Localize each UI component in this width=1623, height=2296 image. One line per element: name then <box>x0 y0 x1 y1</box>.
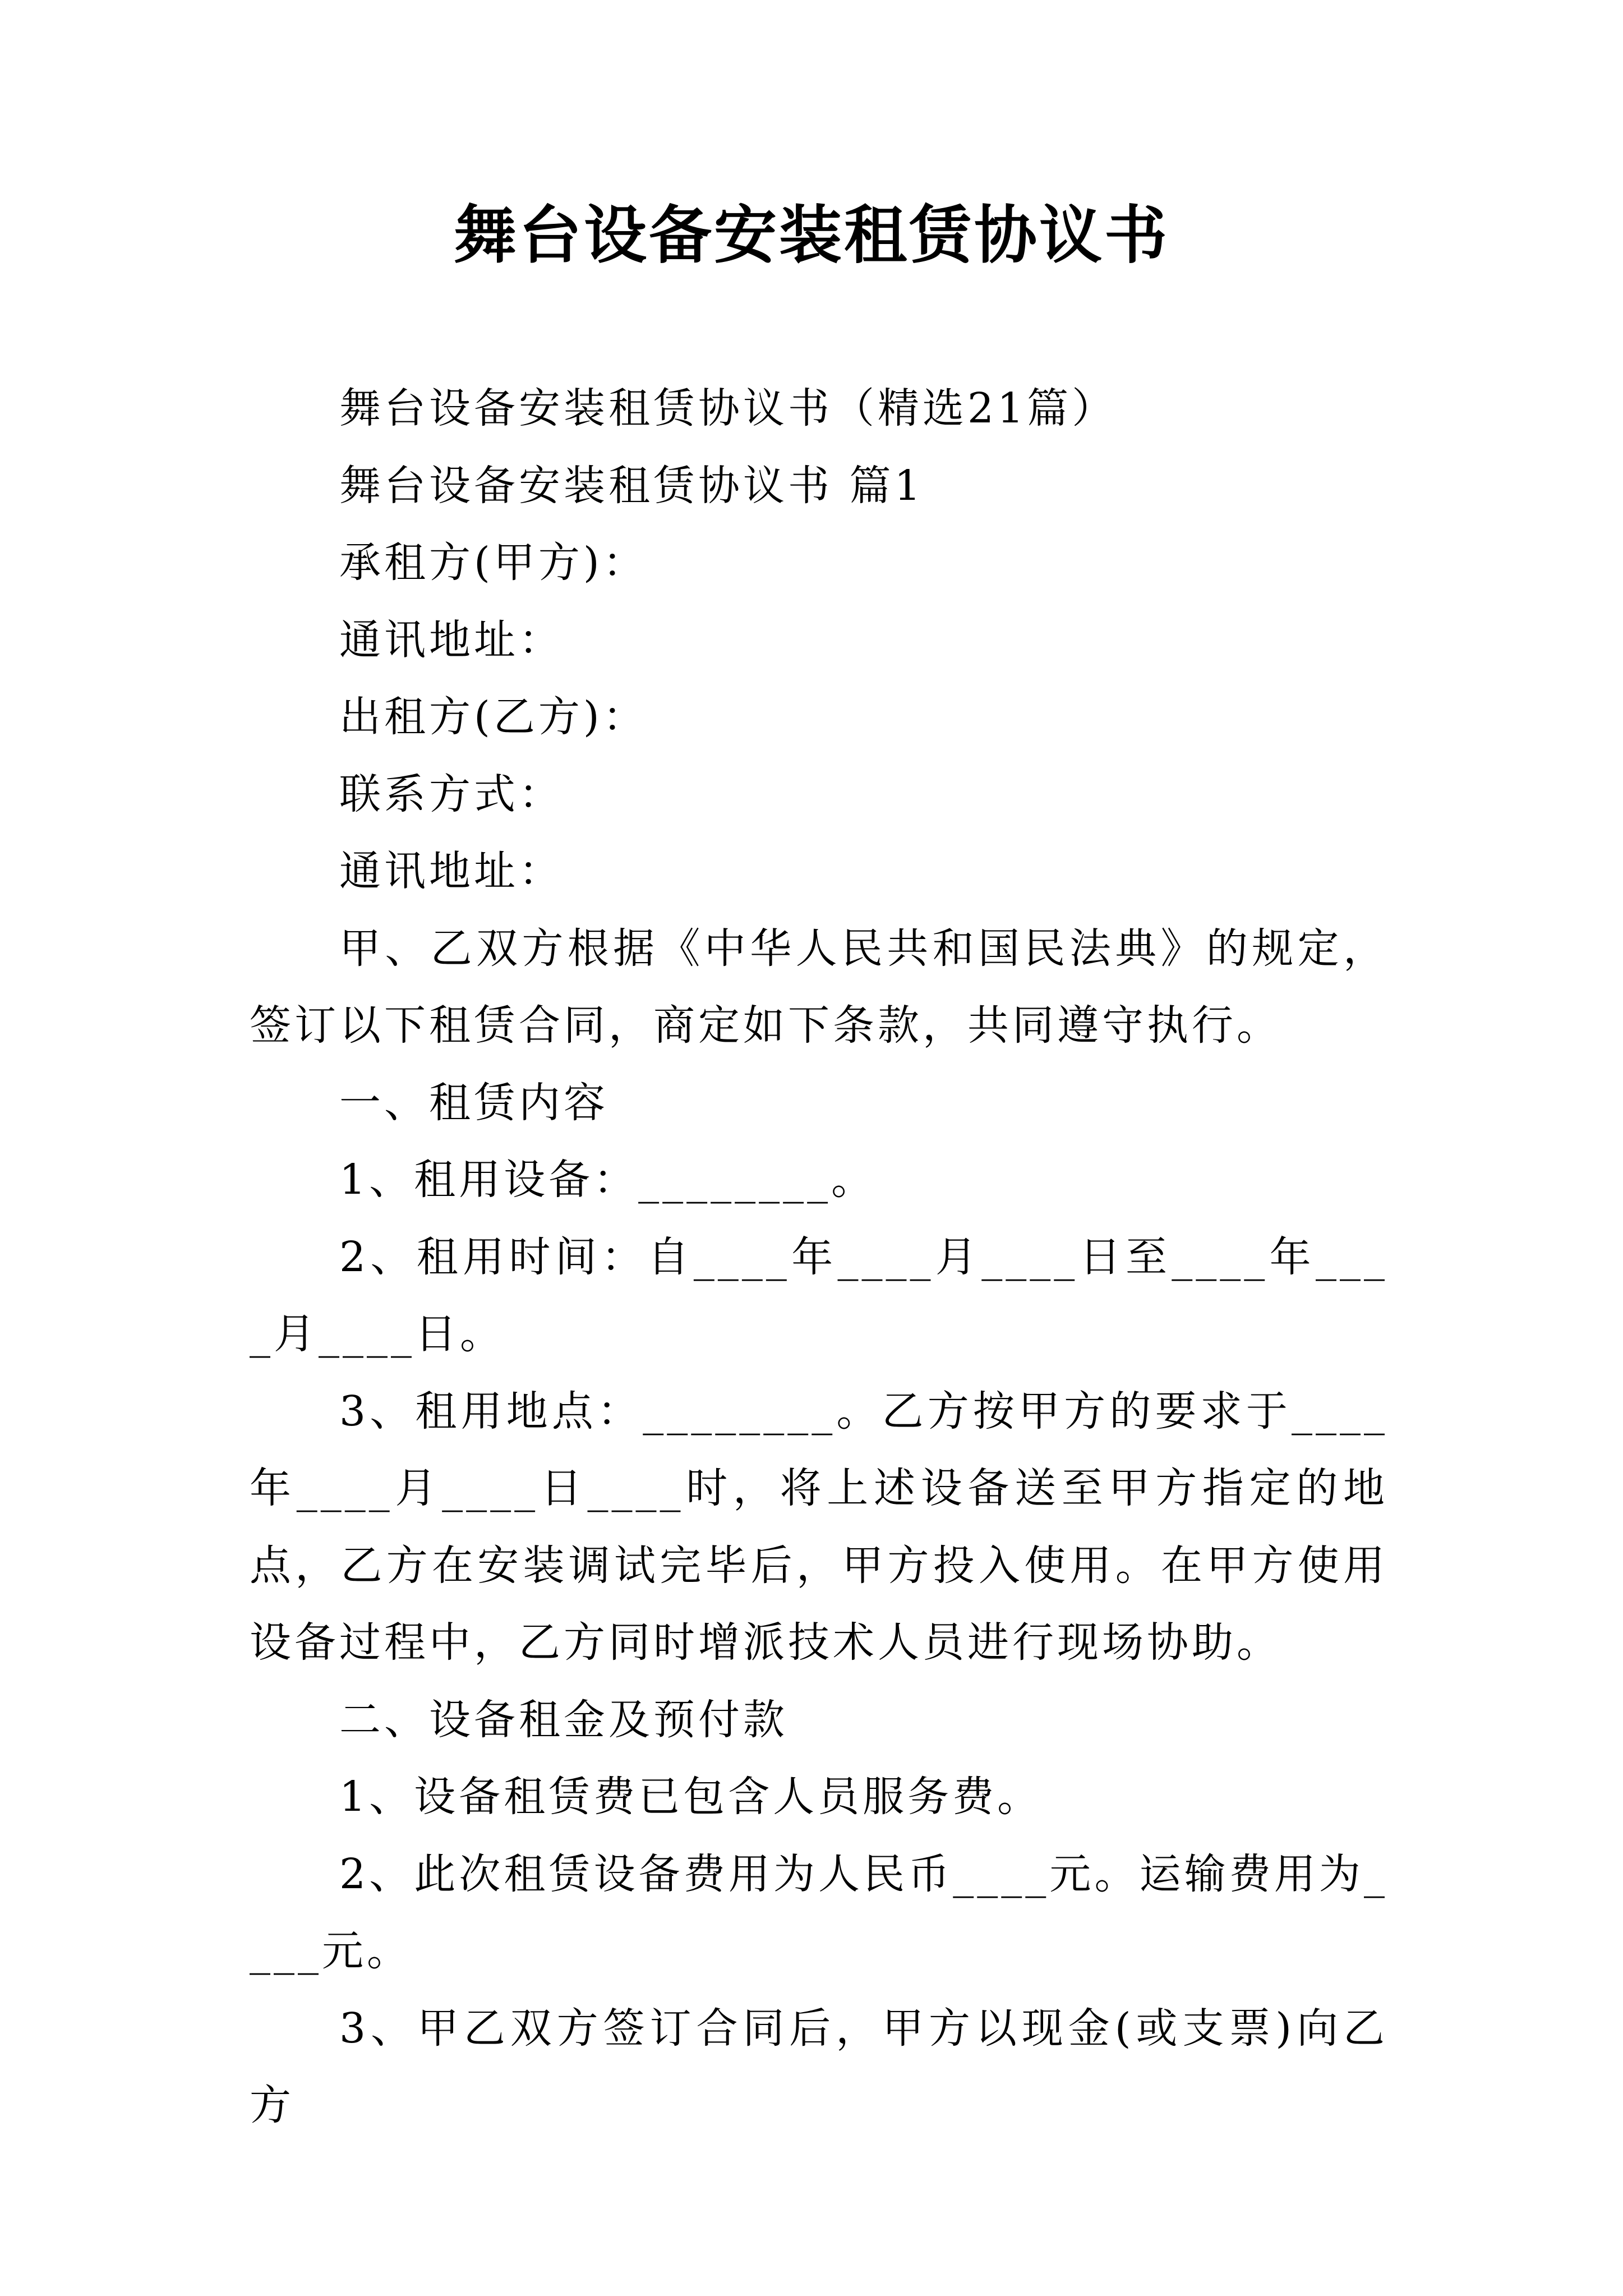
paragraph-lessee-address: 通讯地址： <box>339 615 564 664</box>
paragraph-rental-cost: 2、此次租赁设备费用为人民币____元。运输费用为____元。 <box>250 1849 1388 1975</box>
paragraph-rental-period: 2、租用时间：自____年____月____日至____年____月____日。 <box>250 1232 1388 1358</box>
paragraph-service-fee: 1、设备租赁费已包含人员服务费。 <box>339 1773 1043 1821</box>
paragraph-lessee: 承租方(甲方)： <box>339 539 648 587</box>
document-body <box>250 370 1388 2145</box>
paragraph-lessor-address: 通讯地址： <box>339 847 564 895</box>
paragraph-heading-rental-content: 一、租赁内容 <box>339 1078 608 1127</box>
paragraph-rental-location: 3、租用地点：________。乙方按甲方的要求于____年____月____日____时，将上述设备送至甲方指定的地点，乙方在安装调试完毕后，甲方投入使用。在甲方使用设备过程中，乙方同时增派技术人员进行现场协助。 <box>250 1387 1388 1667</box>
paragraph-subtitle: 舞台设备安装租赁协议书（精选21篇） <box>339 384 1117 432</box>
paragraph-heading-rent-prepayment: 二、设备租金及预付款 <box>339 1695 788 1744</box>
document-title: 舞台设备安装租赁协议书 <box>454 199 1169 272</box>
paragraph-rental-equipment: 1、租用设备：________。 <box>339 1156 877 1204</box>
paragraph-payment: 3、甲乙双方签订合同后，甲方以现金(或支票)向乙方 <box>250 2004 1388 2129</box>
paragraph-preamble: 甲、乙双方根据《中华人民共和国民法典》的规定，签订以下租赁合同，商定如下条款，共同遵守执行。 <box>250 924 1388 1050</box>
paragraph-lessor-contact: 联系方式： <box>339 770 564 818</box>
paragraph-section-heading: 舞台设备安装租赁协议书 篇1 <box>339 461 924 510</box>
paragraph-lessor: 出租方(乙方)： <box>339 693 648 741</box>
